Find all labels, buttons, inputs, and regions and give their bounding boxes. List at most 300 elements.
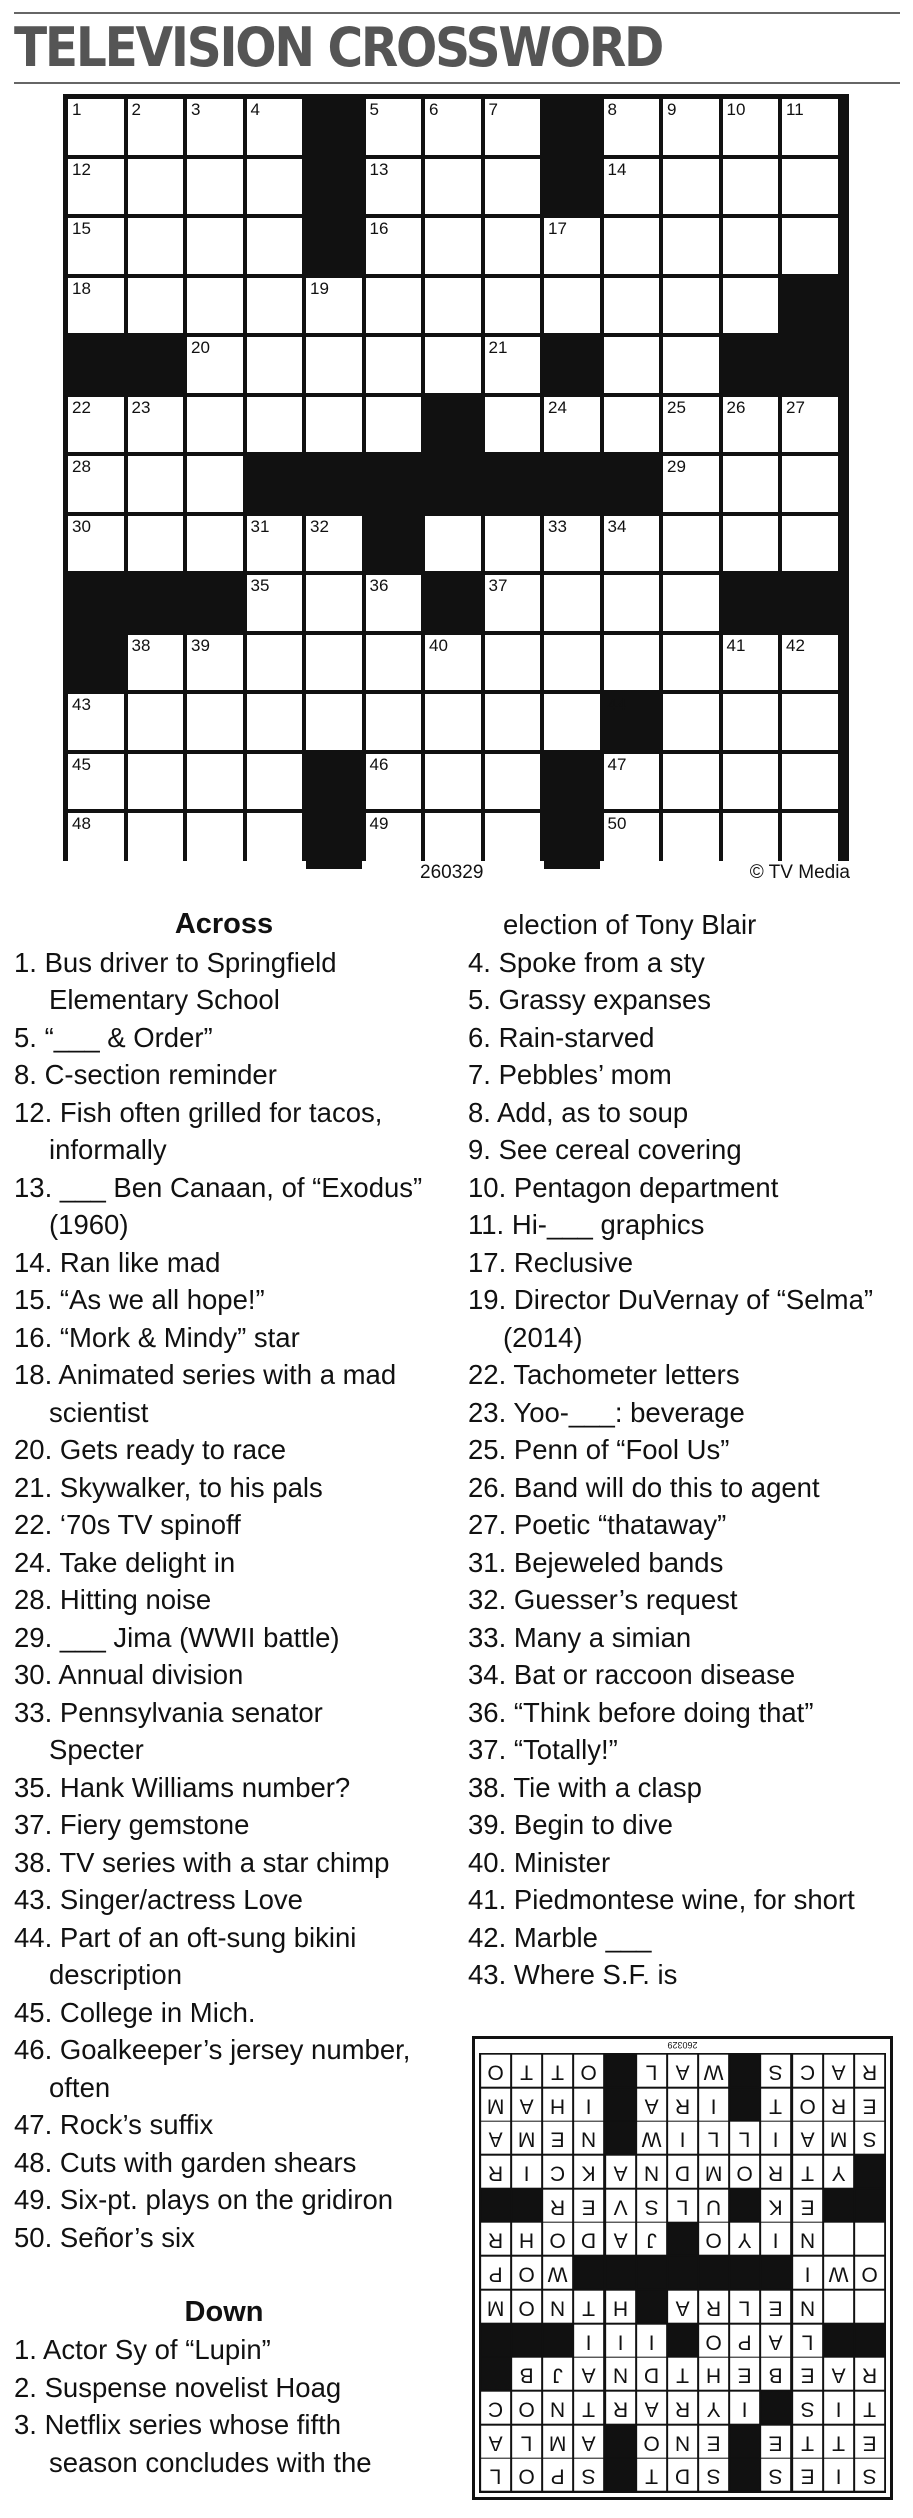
clue-line: 1. Actor Sy of “Lupin” bbox=[14, 2334, 271, 2365]
clue-line: 24. Take delight in bbox=[14, 1546, 236, 1578]
grid-cell[interactable] bbox=[723, 754, 779, 810]
solution-grid bbox=[479, 2053, 886, 2493]
solution-cell: I bbox=[637, 2325, 666, 2357]
clue-number: 50 bbox=[607, 814, 627, 833]
grid-cell[interactable] bbox=[187, 159, 243, 215]
clue-number: 12 bbox=[72, 159, 91, 179]
grid-cell[interactable] bbox=[366, 813, 422, 869]
grid-cell[interactable] bbox=[485, 754, 541, 810]
grid-cell[interactable] bbox=[128, 754, 184, 810]
grid-cell[interactable] bbox=[663, 218, 719, 274]
grid-cell[interactable] bbox=[604, 337, 660, 393]
clue-line: 23. Yoo-___: beverage bbox=[468, 1396, 745, 1428]
solution-grid-box bbox=[472, 2036, 893, 2500]
grid-cell[interactable] bbox=[68, 218, 124, 274]
clue-line: 41. Piedmontese wine, for short bbox=[468, 1884, 855, 1915]
grid-cell[interactable] bbox=[485, 337, 541, 393]
solution-code: 260329 bbox=[667, 2040, 698, 2050]
grid-cell[interactable] bbox=[187, 694, 243, 750]
grid-cell[interactable] bbox=[782, 159, 838, 215]
grid-cell[interactable] bbox=[247, 99, 303, 155]
clue-number: 19 bbox=[310, 278, 329, 298]
grid-cell[interactable] bbox=[247, 694, 303, 750]
black-square bbox=[425, 456, 481, 512]
clue-line: 45. College in Mich. bbox=[14, 1996, 256, 2028]
solution-cell: E bbox=[793, 2459, 822, 2491]
clue-line: 47. Rock’s suffix bbox=[14, 2109, 214, 2140]
grid-cell[interactable] bbox=[604, 813, 660, 869]
grid-cell[interactable] bbox=[425, 516, 481, 572]
clues-column-right bbox=[468, 906, 908, 1994]
grid-cell[interactable] bbox=[128, 397, 184, 453]
grid-cell[interactable] bbox=[247, 813, 303, 869]
clue-line: 39. Begin to dive bbox=[468, 1809, 673, 1840]
clue-line: 37. Fiery gemstone bbox=[14, 1809, 250, 1840]
solution-cell: R bbox=[824, 2089, 853, 2121]
grid-cell[interactable] bbox=[663, 456, 719, 512]
grid-cell[interactable] bbox=[68, 159, 124, 215]
grid-cell[interactable] bbox=[782, 813, 838, 869]
solution-cell: A bbox=[606, 2223, 635, 2255]
copyright: © TV Media bbox=[749, 862, 850, 883]
grid-cell[interactable] bbox=[187, 397, 243, 453]
clue-line: 43. Where S.F. is bbox=[468, 1959, 678, 1990]
grid-cell[interactable] bbox=[663, 278, 719, 334]
grid-cell[interactable] bbox=[68, 278, 124, 334]
grid-cell[interactable] bbox=[782, 456, 838, 512]
solution-cell: I bbox=[761, 2223, 790, 2255]
solution-cell: Y bbox=[824, 2156, 853, 2188]
grid-cell[interactable] bbox=[68, 516, 124, 572]
solution-cell: J bbox=[543, 2358, 572, 2390]
solution-black-square bbox=[543, 2325, 572, 2357]
grid-cell[interactable] bbox=[782, 99, 838, 155]
grid-cell[interactable] bbox=[782, 516, 838, 572]
clue-line: 9. See cereal covering bbox=[468, 1134, 742, 1165]
solution-cell: A bbox=[668, 2055, 697, 2087]
grid-cell[interactable] bbox=[485, 278, 541, 334]
clue-number: 25 bbox=[667, 397, 686, 417]
solution-cell: M bbox=[543, 2426, 572, 2458]
grid-cell[interactable] bbox=[247, 575, 303, 631]
grid-cell[interactable] bbox=[663, 516, 719, 572]
solution-cell: S bbox=[793, 2392, 822, 2424]
grid-cell[interactable] bbox=[128, 99, 184, 155]
clue-number: 14 bbox=[607, 159, 627, 179]
grid-cell[interactable] bbox=[187, 278, 243, 334]
grid-cell[interactable] bbox=[782, 694, 838, 750]
grid-cell[interactable] bbox=[663, 813, 719, 869]
grid-cell[interactable] bbox=[187, 99, 243, 155]
clue-line: 4. Spoke from a sty bbox=[468, 946, 705, 978]
grid-cell[interactable] bbox=[723, 218, 779, 274]
grid-cell[interactable] bbox=[247, 337, 303, 393]
solution-cell: A bbox=[793, 2122, 822, 2154]
clue-number: 4 bbox=[250, 100, 260, 119]
grid-cell[interactable] bbox=[604, 99, 660, 155]
grid-cell[interactable] bbox=[68, 99, 124, 155]
grid-cell[interactable] bbox=[604, 278, 660, 334]
grid-cell[interactable] bbox=[604, 635, 660, 691]
clues-column-left bbox=[14, 906, 434, 2481]
clue-line: 5. Grassy expanses bbox=[468, 984, 712, 1015]
black-square bbox=[306, 754, 362, 810]
grid-cell[interactable] bbox=[663, 159, 719, 215]
solution-cell: S bbox=[637, 2190, 666, 2222]
clue-line: 21. Skywalker, to his pals bbox=[14, 1471, 323, 1503]
solution-cell: D bbox=[668, 2156, 697, 2188]
grid-cell[interactable] bbox=[485, 99, 541, 155]
puzzle-code: 260329 bbox=[420, 862, 484, 883]
grid-cell[interactable] bbox=[663, 754, 719, 810]
grid-cell[interactable] bbox=[128, 516, 184, 572]
grid-cell[interactable] bbox=[663, 99, 719, 155]
grid-cell[interactable] bbox=[366, 397, 422, 453]
solution-black-square bbox=[730, 2190, 759, 2222]
solution-cell: E bbox=[730, 2358, 759, 2390]
solution-black-square bbox=[481, 2358, 510, 2390]
grid-cell[interactable] bbox=[723, 456, 779, 512]
grid-cell[interactable] bbox=[604, 397, 660, 453]
solution-cell: O bbox=[699, 2325, 728, 2357]
solution-black-square bbox=[512, 2325, 541, 2357]
black-square bbox=[544, 337, 600, 393]
solution-cell: S bbox=[761, 2459, 790, 2491]
clue-number: 8 bbox=[607, 100, 617, 119]
grid-cell[interactable] bbox=[485, 516, 541, 572]
solution-black-square bbox=[730, 2459, 759, 2491]
grid-cell[interactable] bbox=[782, 218, 838, 274]
grid-cell[interactable] bbox=[187, 337, 243, 393]
clue-number: 26 bbox=[726, 397, 746, 417]
solution-cell: T bbox=[793, 2156, 822, 2188]
grid-cell[interactable] bbox=[544, 218, 600, 274]
grid-cell[interactable] bbox=[366, 575, 422, 631]
clue-number: 9 bbox=[667, 100, 677, 119]
solution-cell: O bbox=[699, 2223, 728, 2255]
solution-cell: T bbox=[761, 2089, 790, 2121]
solution-cell: N bbox=[637, 2156, 666, 2188]
grid-cell[interactable] bbox=[663, 397, 719, 453]
grid-cell[interactable] bbox=[782, 754, 838, 810]
down-clue-continuation: election of Tony Blair bbox=[503, 909, 757, 940]
solution-cell: R bbox=[699, 2291, 728, 2323]
grid-cell[interactable] bbox=[247, 397, 303, 453]
grid-cell[interactable] bbox=[366, 278, 422, 334]
grid-cell[interactable] bbox=[306, 516, 362, 572]
grid-cell[interactable] bbox=[782, 397, 838, 453]
grid-cell[interactable] bbox=[366, 218, 422, 274]
clue-line: season concludes with the bbox=[49, 2446, 372, 2478]
down-clue-list-part2 bbox=[468, 944, 908, 1994]
grid-cell[interactable] bbox=[366, 635, 422, 691]
clue-line: 30. Annual division bbox=[14, 1659, 244, 1690]
grid-cell[interactable] bbox=[68, 694, 124, 750]
grid-cell[interactable] bbox=[247, 159, 303, 215]
black-square bbox=[425, 397, 481, 453]
grid-cell[interactable] bbox=[128, 159, 184, 215]
grid-cell[interactable] bbox=[544, 635, 600, 691]
black-square bbox=[306, 218, 362, 274]
solution-cell: N bbox=[668, 2426, 697, 2458]
clue-line: 44. Part of an oft-sung bikini bbox=[14, 1921, 357, 1953]
grid-cell[interactable] bbox=[306, 278, 362, 334]
grid-cell[interactable] bbox=[425, 337, 481, 393]
grid-cell[interactable] bbox=[425, 159, 481, 215]
solution-cell: T bbox=[668, 2358, 697, 2390]
black-square bbox=[128, 337, 184, 393]
black-square bbox=[247, 456, 303, 512]
solution-cell: W bbox=[699, 2055, 728, 2087]
black-square bbox=[723, 337, 779, 393]
clue-line: 20. Gets ready to race bbox=[14, 1434, 287, 1465]
grid-cell[interactable] bbox=[723, 516, 779, 572]
solution-cell: A bbox=[824, 2358, 853, 2390]
grid-cell[interactable] bbox=[485, 694, 541, 750]
solution-cell: U bbox=[699, 2190, 728, 2222]
solution-cell: I bbox=[668, 2122, 697, 2154]
grid-cell[interactable] bbox=[68, 456, 124, 512]
grid-cell[interactable] bbox=[306, 575, 362, 631]
solution-cell: C bbox=[481, 2392, 510, 2424]
solution-cell: A bbox=[574, 2358, 603, 2390]
grid-cell[interactable] bbox=[187, 218, 243, 274]
down-clue-list-part1 bbox=[14, 2331, 434, 2481]
grid-cell[interactable] bbox=[306, 635, 362, 691]
clue-line: 46. Goalkeeper’s jersey number, bbox=[14, 2034, 411, 2065]
grid-cell[interactable] bbox=[723, 694, 779, 750]
clue-line: 36. “Think before doing that” bbox=[468, 1696, 814, 1728]
clue-line: 22. Tachometer letters bbox=[468, 1359, 740, 1390]
grid-cell[interactable] bbox=[128, 218, 184, 274]
grid-cell[interactable] bbox=[425, 218, 481, 274]
solution-black-square bbox=[855, 2190, 884, 2222]
solution-cell: Y bbox=[699, 2392, 728, 2424]
grid-cell[interactable] bbox=[128, 456, 184, 512]
clue-line: 48. Cuts with garden shears bbox=[14, 2146, 357, 2178]
black-square bbox=[782, 278, 838, 334]
grid-cell[interactable] bbox=[247, 516, 303, 572]
solution-cell: L bbox=[481, 2459, 510, 2491]
black-square bbox=[604, 694, 660, 750]
grid-cell[interactable] bbox=[425, 694, 481, 750]
grid-cell[interactable] bbox=[128, 278, 184, 334]
grid-cell[interactable] bbox=[604, 218, 660, 274]
grid-cell[interactable] bbox=[128, 635, 184, 691]
grid-cell[interactable] bbox=[723, 635, 779, 691]
solution-black-square bbox=[606, 2257, 635, 2289]
solution-cell: I bbox=[606, 2325, 635, 2357]
grid-cell[interactable] bbox=[187, 754, 243, 810]
solution-cell: L bbox=[730, 2291, 759, 2323]
grid-cell[interactable] bbox=[604, 754, 660, 810]
grid-cell[interactable] bbox=[485, 159, 541, 215]
solution-black-square bbox=[606, 2089, 635, 2121]
clue-line: 29. ___ Jima (WWII battle) bbox=[14, 1621, 340, 1653]
grid-cell[interactable] bbox=[782, 635, 838, 691]
solution-cell: M bbox=[512, 2122, 541, 2154]
solution-cell: E bbox=[793, 2190, 822, 2222]
black-square bbox=[306, 159, 362, 215]
black-square bbox=[782, 575, 838, 631]
grid-cell[interactable] bbox=[485, 813, 541, 869]
clue-line: 49. Six-pt. plays on the gridiron bbox=[14, 2184, 394, 2215]
grid-cell[interactable] bbox=[128, 813, 184, 869]
grid-cell[interactable] bbox=[485, 635, 541, 691]
grid-cell[interactable] bbox=[604, 575, 660, 631]
grid-cell[interactable] bbox=[663, 635, 719, 691]
clue-line: 17. Reclusive bbox=[468, 1246, 634, 1278]
solution-cell: L bbox=[668, 2190, 697, 2222]
clue-number: 11 bbox=[786, 100, 804, 119]
solution-cell: M bbox=[481, 2291, 510, 2323]
grid-cell[interactable] bbox=[723, 159, 779, 215]
solution-black-square bbox=[512, 2190, 541, 2222]
grid-cell[interactable] bbox=[187, 635, 243, 691]
black-square bbox=[306, 99, 362, 155]
grid-cell[interactable] bbox=[366, 159, 422, 215]
grid-cell[interactable] bbox=[425, 635, 481, 691]
grid-cell[interactable] bbox=[68, 813, 124, 869]
clue-number: 24 bbox=[548, 397, 567, 417]
grid-cell[interactable] bbox=[544, 516, 600, 572]
grid-cell[interactable] bbox=[723, 99, 779, 155]
solution-cell: D bbox=[637, 2358, 666, 2390]
clue-number: 38 bbox=[131, 635, 151, 655]
grid-cell[interactable] bbox=[544, 694, 600, 750]
solution-cell: D bbox=[574, 2223, 603, 2255]
solution-cell: O bbox=[512, 2257, 541, 2289]
solution-cell: E bbox=[574, 2190, 603, 2222]
solution-cell: E bbox=[761, 2426, 790, 2458]
grid-cell[interactable] bbox=[306, 337, 362, 393]
grid-cell[interactable] bbox=[544, 575, 600, 631]
solution-cell: O bbox=[793, 2089, 822, 2121]
clue-line: 8. Add, as to soup bbox=[468, 1096, 689, 1128]
solution-cell: O bbox=[481, 2055, 510, 2087]
grid-cell[interactable] bbox=[604, 159, 660, 215]
black-square bbox=[187, 575, 243, 631]
solution-cell: W bbox=[824, 2257, 853, 2289]
solution-cell: B bbox=[761, 2358, 790, 2390]
solution-black-square bbox=[606, 2459, 635, 2491]
clue-number: 7 bbox=[488, 100, 498, 119]
clue-line: Specter bbox=[49, 1734, 144, 1765]
clue-number: 35 bbox=[250, 576, 270, 595]
solution-cell: A bbox=[606, 2156, 635, 2188]
solution-cell: L bbox=[793, 2325, 822, 2357]
grid-cell[interactable] bbox=[187, 456, 243, 512]
clue-number: 5 bbox=[369, 100, 379, 119]
grid-cell[interactable] bbox=[425, 754, 481, 810]
grid-cell[interactable] bbox=[306, 397, 362, 453]
solution-cell: N bbox=[574, 2122, 603, 2154]
grid-cell[interactable] bbox=[128, 694, 184, 750]
solution-black-square bbox=[637, 2291, 666, 2323]
black-square bbox=[485, 456, 541, 512]
grid-cell[interactable] bbox=[723, 397, 779, 453]
solution-cell: T bbox=[512, 2055, 541, 2087]
grid-cell[interactable] bbox=[425, 99, 481, 155]
solution-cell: I bbox=[699, 2089, 728, 2121]
grid-cell[interactable] bbox=[366, 337, 422, 393]
grid-cell[interactable] bbox=[485, 218, 541, 274]
solution-cell bbox=[824, 2291, 853, 2323]
solution-black-square bbox=[730, 2089, 759, 2121]
grid-cell[interactable] bbox=[247, 635, 303, 691]
solution-cell: R bbox=[668, 2089, 697, 2121]
grid-cell[interactable] bbox=[247, 754, 303, 810]
grid-cell[interactable] bbox=[723, 278, 779, 334]
black-square bbox=[366, 456, 422, 512]
black-square bbox=[544, 813, 600, 869]
grid-cell[interactable] bbox=[366, 694, 422, 750]
clue-line: 37. “Totally!” bbox=[468, 1734, 618, 1765]
grid-cell[interactable] bbox=[663, 694, 719, 750]
black-square bbox=[68, 337, 124, 393]
grid-cell[interactable] bbox=[187, 813, 243, 869]
grid-cell[interactable] bbox=[425, 278, 481, 334]
solution-cell: R bbox=[543, 2190, 572, 2222]
clue-line: 10. Pentagon department bbox=[468, 1171, 779, 1203]
clue-number: 41 bbox=[726, 635, 746, 655]
grid-cell[interactable] bbox=[425, 813, 481, 869]
grid-cell[interactable] bbox=[663, 337, 719, 393]
grid-cell[interactable] bbox=[247, 278, 303, 334]
solution-cell: O bbox=[543, 2223, 572, 2255]
clue-line: 6. Rain-starved bbox=[468, 1021, 655, 1053]
grid-cell[interactable] bbox=[247, 218, 303, 274]
clue-number: 17 bbox=[548, 219, 567, 238]
clue-line: 34. Bat or raccoon disease bbox=[468, 1659, 796, 1690]
solution-cell: I bbox=[824, 2459, 853, 2491]
solution-cell: P bbox=[543, 2459, 572, 2491]
solution-cell: I bbox=[793, 2257, 822, 2289]
grid-cell[interactable] bbox=[723, 813, 779, 869]
solution-cell: C bbox=[543, 2156, 572, 2188]
grid-cell[interactable] bbox=[68, 397, 124, 453]
grid-cell[interactable] bbox=[485, 397, 541, 453]
solution-black-square bbox=[606, 2426, 635, 2458]
solution-cell: E bbox=[761, 2291, 790, 2323]
grid-cell[interactable] bbox=[187, 516, 243, 572]
solution-cell: R bbox=[481, 2156, 510, 2188]
clue-line: 28. Hitting noise bbox=[14, 1584, 212, 1615]
clue-line: Elementary School bbox=[49, 984, 280, 1015]
clue-line: 2. Suspense novelist Hoag bbox=[14, 2371, 342, 2403]
grid-cell[interactable] bbox=[663, 575, 719, 631]
grid-cell[interactable] bbox=[366, 99, 422, 155]
solution-cell: E bbox=[855, 2426, 884, 2458]
solution-cell: N bbox=[793, 2223, 822, 2255]
grid-cell[interactable] bbox=[604, 516, 660, 572]
solution-cell: I bbox=[574, 2089, 603, 2121]
grid-cell[interactable] bbox=[485, 575, 541, 631]
solution-black-square bbox=[668, 2257, 697, 2289]
grid-cell[interactable] bbox=[544, 278, 600, 334]
grid-cell[interactable] bbox=[544, 397, 600, 453]
clue-line: 50. Señor’s six bbox=[14, 2221, 195, 2253]
clue-number: 27 bbox=[786, 397, 805, 417]
grid-cell[interactable] bbox=[68, 754, 124, 810]
black-square bbox=[544, 159, 600, 215]
grid-cell[interactable] bbox=[306, 694, 362, 750]
crossword-grid[interactable] bbox=[63, 94, 849, 861]
solution-cell: E bbox=[793, 2358, 822, 2390]
clue-number: 34 bbox=[607, 516, 627, 536]
grid-cell[interactable] bbox=[366, 754, 422, 810]
solution-cell bbox=[824, 2223, 853, 2255]
